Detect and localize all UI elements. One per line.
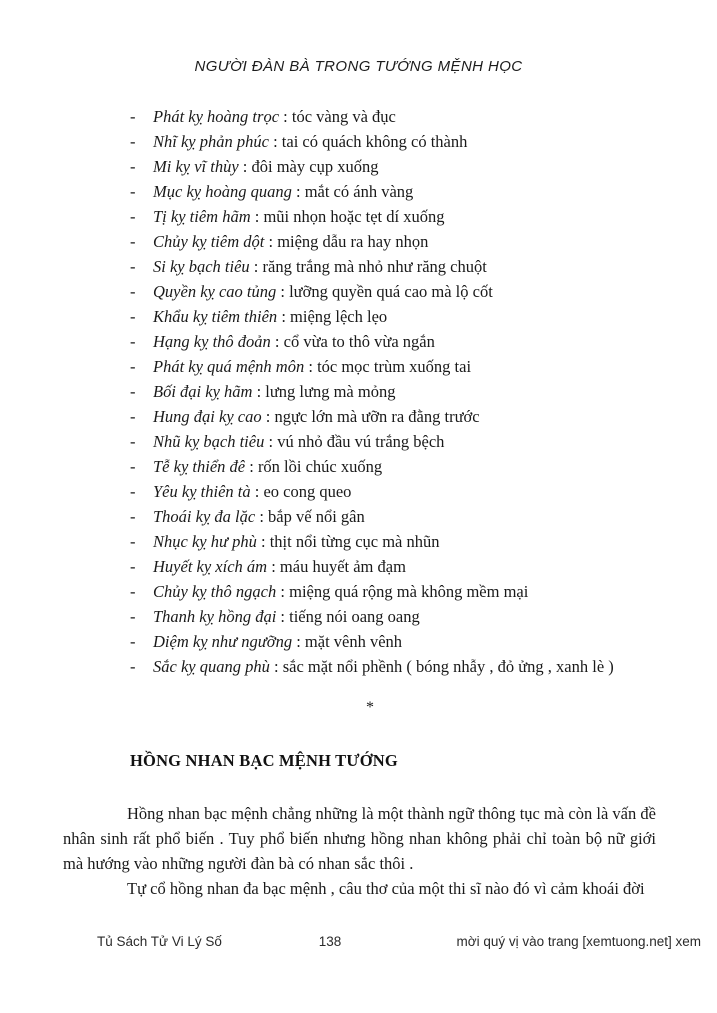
paragraph: Tự cổ hồng nhan đa bạc mệnh , câu thơ của một thi sĩ nào đó vì cảm khoái đời <box>127 879 645 898</box>
term-desc-separator: : <box>292 632 305 651</box>
term-desc-separator: : <box>291 182 305 201</box>
list-bullet-dash: - <box>130 207 136 226</box>
trait-description: tai có quách không có thành <box>281 132 468 151</box>
trait-term: Nhĩ kỵ phản phúc <box>153 132 269 151</box>
term-desc-separator: : <box>238 157 252 176</box>
list-item <box>130 554 677 579</box>
term-desc-separator: : <box>268 132 282 151</box>
list-item <box>130 179 677 204</box>
list-item <box>130 304 677 329</box>
list-item <box>130 629 677 654</box>
list-item <box>130 329 677 354</box>
trait-term: Hạng kỵ thô đoản <box>153 332 271 351</box>
term-desc-separator: : <box>264 432 278 451</box>
list-item <box>130 129 677 154</box>
page-footer <box>0 934 717 954</box>
list-bullet-dash: - <box>130 107 136 126</box>
term-desc-separator: : <box>264 232 278 251</box>
footer-page-number: 138 <box>318 934 342 949</box>
trait-description: miệng dẫu ra hay nhọn <box>277 232 429 251</box>
trait-term: Diệm kỵ như ngưỡng <box>153 632 293 651</box>
list-bullet-dash: - <box>130 282 136 301</box>
trait-term: Si kỵ bạch tiêu <box>153 257 250 276</box>
list-item <box>130 154 677 179</box>
term-desc-separator: : <box>245 457 258 476</box>
term-desc-separator: : <box>267 557 280 576</box>
list-item <box>130 229 677 254</box>
term-desc-separator: : <box>256 532 270 551</box>
trait-description: mặt vênh vênh <box>304 632 403 651</box>
trait-description: tóc vàng và đục <box>291 107 396 126</box>
trait-description: sắc mặt nổi phềnh ( bóng nhẫy , đỏ ửng , xanh lè ) <box>282 657 614 676</box>
trait-description: eo cong queo <box>263 482 352 501</box>
term-desc-separator: : <box>261 407 275 426</box>
list-bullet-dash: - <box>130 407 136 426</box>
trait-description: lưỡng quyền quá cao mà lộ cốt <box>289 282 493 301</box>
term-desc-separator: : <box>249 257 263 276</box>
term-desc-separator: : <box>250 482 264 501</box>
term-desc-separator: : <box>277 307 291 326</box>
list-bullet-dash: - <box>130 507 136 526</box>
list-bullet-dash: - <box>130 532 136 551</box>
trait-description: ngực lớn mà ưỡn ra đằng trước <box>274 407 480 426</box>
trait-description: thịt nổi từng cục mà nhũn <box>269 532 440 551</box>
trait-description: cổ vừa to thô vừa ngắn <box>283 332 435 351</box>
trait-description: răng trắng mà nhỏ như răng chuột <box>262 257 487 276</box>
trait-term: Mi kỵ vĩ thùy <box>153 157 239 176</box>
list-bullet-dash: - <box>130 332 136 351</box>
section-heading: HỒNG NHAN BẠC MỆNH TƯỚNG <box>130 751 398 770</box>
list-bullet-dash: - <box>130 232 136 251</box>
trait-term: Khẩu kỵ tiêm thiên <box>153 307 278 326</box>
list-bullet-dash: - <box>130 657 136 676</box>
list-bullet-dash: - <box>130 307 136 326</box>
term-desc-separator: : <box>276 282 290 301</box>
trait-term: Bối đại kỵ hãm <box>153 382 253 401</box>
page-header-title: NGƯỜI ĐÀN BÀ TRONG TƯỚNG MỆNH HỌC <box>194 58 523 75</box>
forbidden-traits-list <box>130 104 677 679</box>
term-desc-separator: : <box>279 107 292 126</box>
trait-term: Yêu kỵ thiên tà <box>153 482 251 501</box>
list-item <box>130 479 677 504</box>
trait-description: đôi mày cụp xuống <box>251 157 379 176</box>
trait-description: lưng lưng mà mỏng <box>265 382 396 401</box>
trait-description: rốn lồi chúc xuống <box>257 457 383 476</box>
trait-term: Tị kỵ tiêm hãm <box>153 207 251 226</box>
trait-term: Tễ kỵ thiển đê <box>153 457 246 476</box>
trait-term: Mục kỵ hoàng quang <box>153 182 292 201</box>
list-item <box>130 654 677 679</box>
trait-term: Sắc kỵ quang phù <box>153 657 270 676</box>
trait-term: Thanh kỵ hồng đại <box>153 607 277 626</box>
list-item <box>130 529 677 554</box>
list-item <box>130 279 677 304</box>
trait-term: Chủy kỵ tiêm dột <box>153 232 265 251</box>
footer-series-title: Tủ Sách Tử Vi Lý Số <box>97 934 222 949</box>
list-item <box>130 354 677 379</box>
list-item <box>130 404 677 429</box>
list-bullet-dash: - <box>130 157 136 176</box>
list-bullet-dash: - <box>130 257 136 276</box>
term-desc-separator: : <box>255 507 269 526</box>
trait-term: Nhũ kỵ bạch tiêu <box>153 432 265 451</box>
section-divider-star: * <box>366 699 374 716</box>
list-item <box>130 504 677 529</box>
trait-description: máu huyết ảm đạm <box>279 557 406 576</box>
term-desc-separator: : <box>276 582 290 601</box>
trait-description: mũi nhọn hoặc tẹt dí xuống <box>263 207 445 226</box>
list-bullet-dash: - <box>130 182 136 201</box>
list-item <box>130 454 677 479</box>
trait-description: bắp vế nổi gân <box>268 507 365 526</box>
term-desc-separator: : <box>269 657 283 676</box>
list-item <box>130 579 677 604</box>
list-item <box>130 604 677 629</box>
list-item <box>130 104 677 129</box>
body-paragraphs <box>63 801 656 901</box>
trait-term: Thoái kỵ đa lặc <box>153 507 256 526</box>
list-bullet-dash: - <box>130 482 136 501</box>
list-bullet-dash: - <box>130 457 136 476</box>
trait-description: tiếng nói oang oang <box>289 607 420 626</box>
trait-term: Hung đại kỵ cao <box>153 407 262 426</box>
list-item <box>130 204 677 229</box>
trait-term: Quyền kỵ cao tủng <box>153 282 277 301</box>
trait-description: miệng quá rộng mà không mềm mại <box>289 582 529 601</box>
trait-description: tóc mọc trùm xuống tai <box>317 357 472 376</box>
trait-term: Nhục kỵ hư phù <box>153 532 257 551</box>
term-desc-separator: : <box>304 357 318 376</box>
list-item <box>130 429 677 454</box>
list-bullet-dash: - <box>130 632 136 651</box>
term-desc-separator: : <box>276 607 290 626</box>
trait-term: Phát kỵ quá mệnh môn <box>153 357 305 376</box>
footer-site-note: mời quý vị vào trang [xemtuong.net] xem <box>456 934 701 949</box>
trait-description: vú nhỏ đầu vú trắng bệch <box>277 432 445 451</box>
term-desc-separator: : <box>252 382 266 401</box>
list-item <box>130 379 677 404</box>
list-bullet-dash: - <box>130 607 136 626</box>
list-bullet-dash: - <box>130 582 136 601</box>
trait-term: Chủy kỵ thô ngạch <box>153 582 277 601</box>
list-bullet-dash: - <box>130 382 136 401</box>
term-desc-separator: : <box>250 207 264 226</box>
term-desc-separator: : <box>270 332 284 351</box>
paragraph: Hồng nhan bạc mệnh chẳng những là một thành ngữ thông tục mà còn là vấn đề nhân sinh rất phổ biến . Tuy phổ biến nhưng hồng nhan không phải chỉ toàn bộ nữ giới mà hướng vào những người đàn bà có nhan sắc thôi . <box>63 804 656 873</box>
trait-description: miệng lệch lẹo <box>290 307 388 326</box>
trait-description: mắt có ánh vàng <box>304 182 414 201</box>
trait-term: Phát kỵ hoàng trọc <box>153 107 280 126</box>
list-bullet-dash: - <box>130 432 136 451</box>
list-item <box>130 254 677 279</box>
list-bullet-dash: - <box>130 357 136 376</box>
trait-term: Huyết kỵ xích ám <box>153 557 268 576</box>
list-bullet-dash: - <box>130 132 136 151</box>
list-bullet-dash: - <box>130 557 136 576</box>
